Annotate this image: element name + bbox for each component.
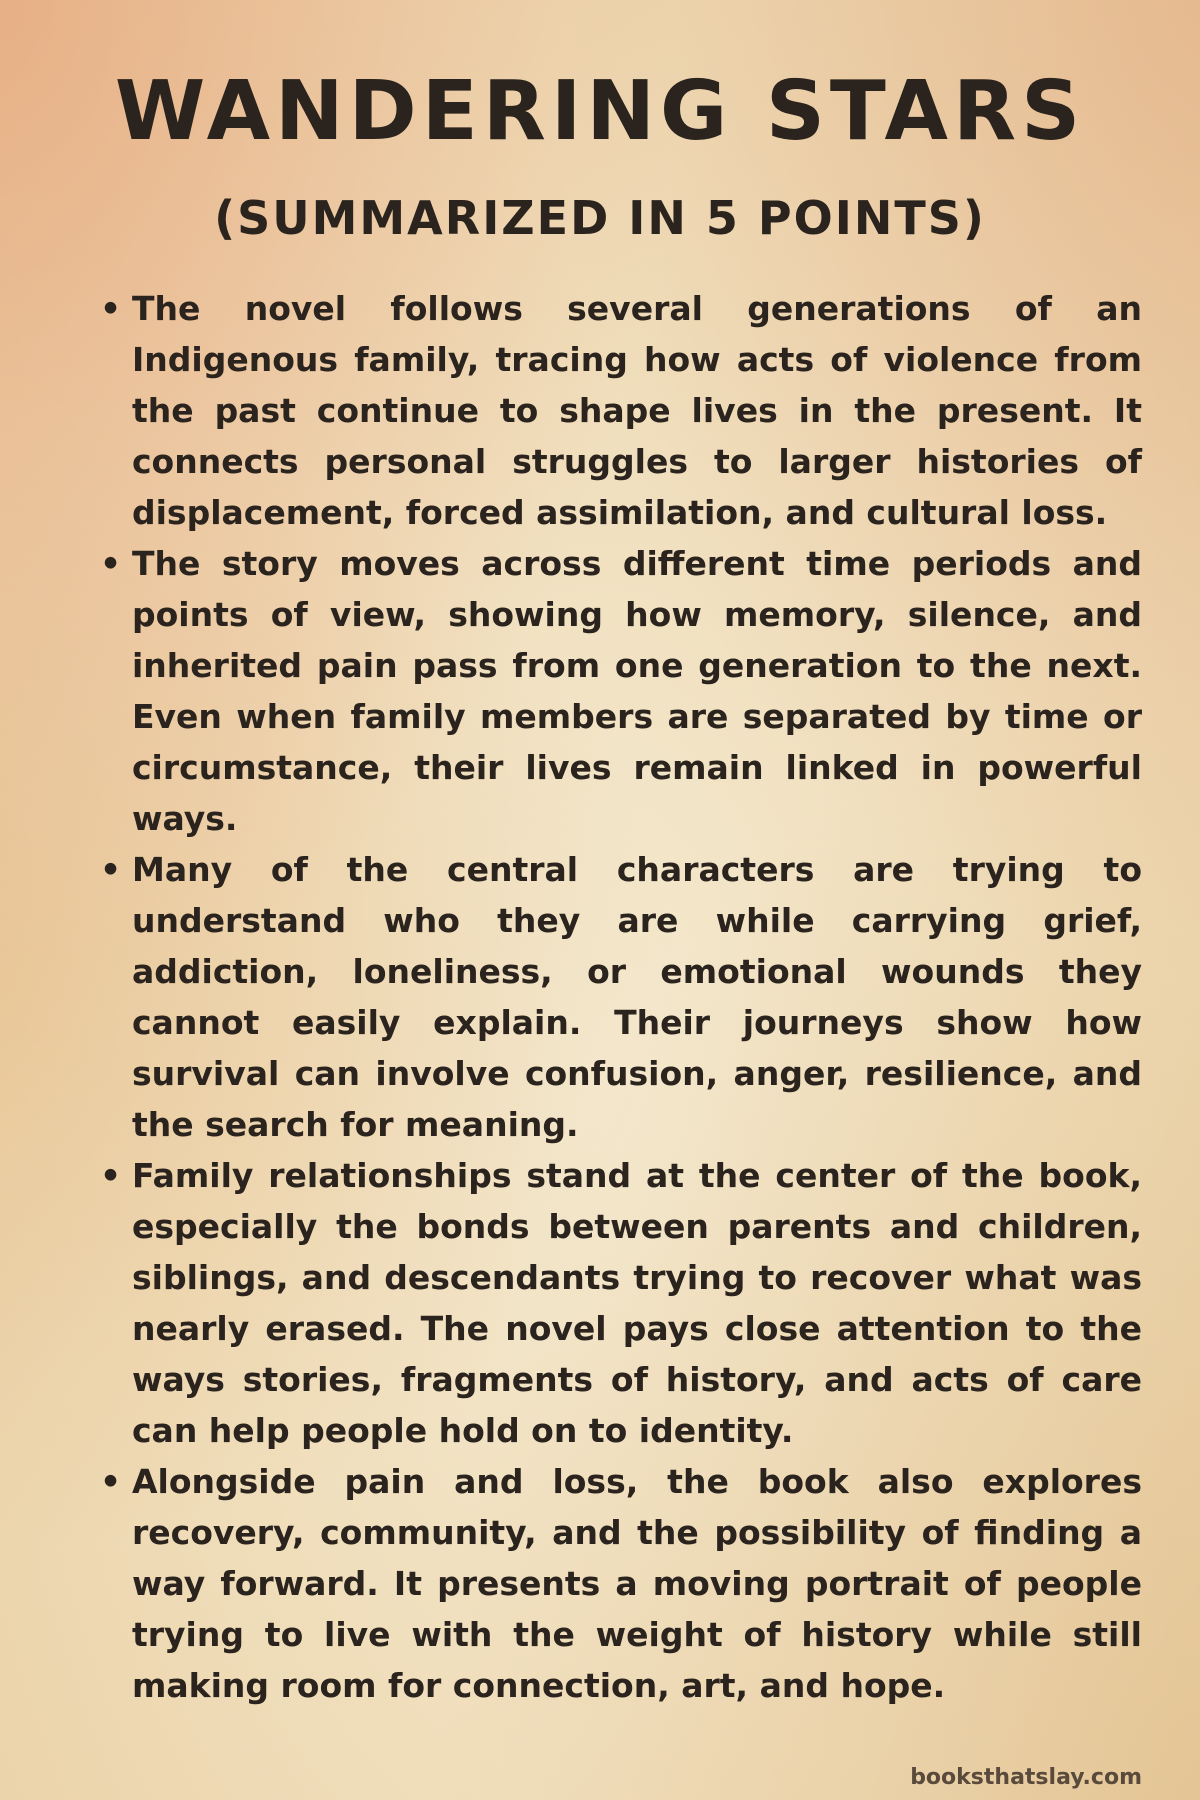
bullet-icon: •: [100, 289, 122, 328]
page-title: WANDERING STARS: [114, 64, 1086, 159]
bullet-icon: •: [100, 1462, 122, 1501]
summary-point-2: [96, 538, 1142, 844]
summary-point-text: Many of the central characters are trying to understand who they are while carrying grief, addiction, loneliness, or emotional wounds they cannot easily explain. Their journeys show how survival can involve confusion, anger, resilience, and the search for meaning.: [132, 850, 1142, 1144]
bullet-icon: •: [100, 850, 122, 889]
summary-point-text: Family relationships stand at the center of the book, especially the bonds between parents and children, siblings, and descendants trying to recover what was nearly erased. The novel pays close attention to the ways stories, fragments of history, and acts of care can help people hold on to identity.: [132, 1156, 1142, 1450]
summary-point-3: [96, 844, 1142, 1150]
website-watermark: booksthatslay.com: [910, 1765, 1142, 1790]
summary-point-text: The story moves across different time periods and points of view, showing how memory, silence, and inherited pain pass from one generation to the next. Even when family members are separated by time or circumstance, their lives remain linked in powerful ways.: [132, 544, 1142, 838]
bullet-icon: •: [100, 544, 122, 583]
summary-point-4: [96, 1150, 1142, 1456]
summary-point-1: [96, 283, 1142, 538]
bullet-icon: •: [100, 1156, 122, 1195]
page-subtitle: (SUMMARIZED IN 5 POINTS): [214, 191, 986, 245]
summary-list: [96, 283, 1142, 1711]
summary-point-text: The novel follows several generations of an Indigenous family, tracing how acts of violence from the past continue to shape lives in the present. It connects personal struggles to larger histories of displacement, forced assimilation, and cultural loss.: [132, 289, 1142, 532]
summary-point-text: Alongside pain and loss, the book also explores recovery, community, and the possibility of finding a way forward. It presents a moving portrait of people trying to live with the weight of history while still making room for connection, art, and hope.: [132, 1462, 1142, 1705]
summary-point-5: [96, 1456, 1142, 1711]
